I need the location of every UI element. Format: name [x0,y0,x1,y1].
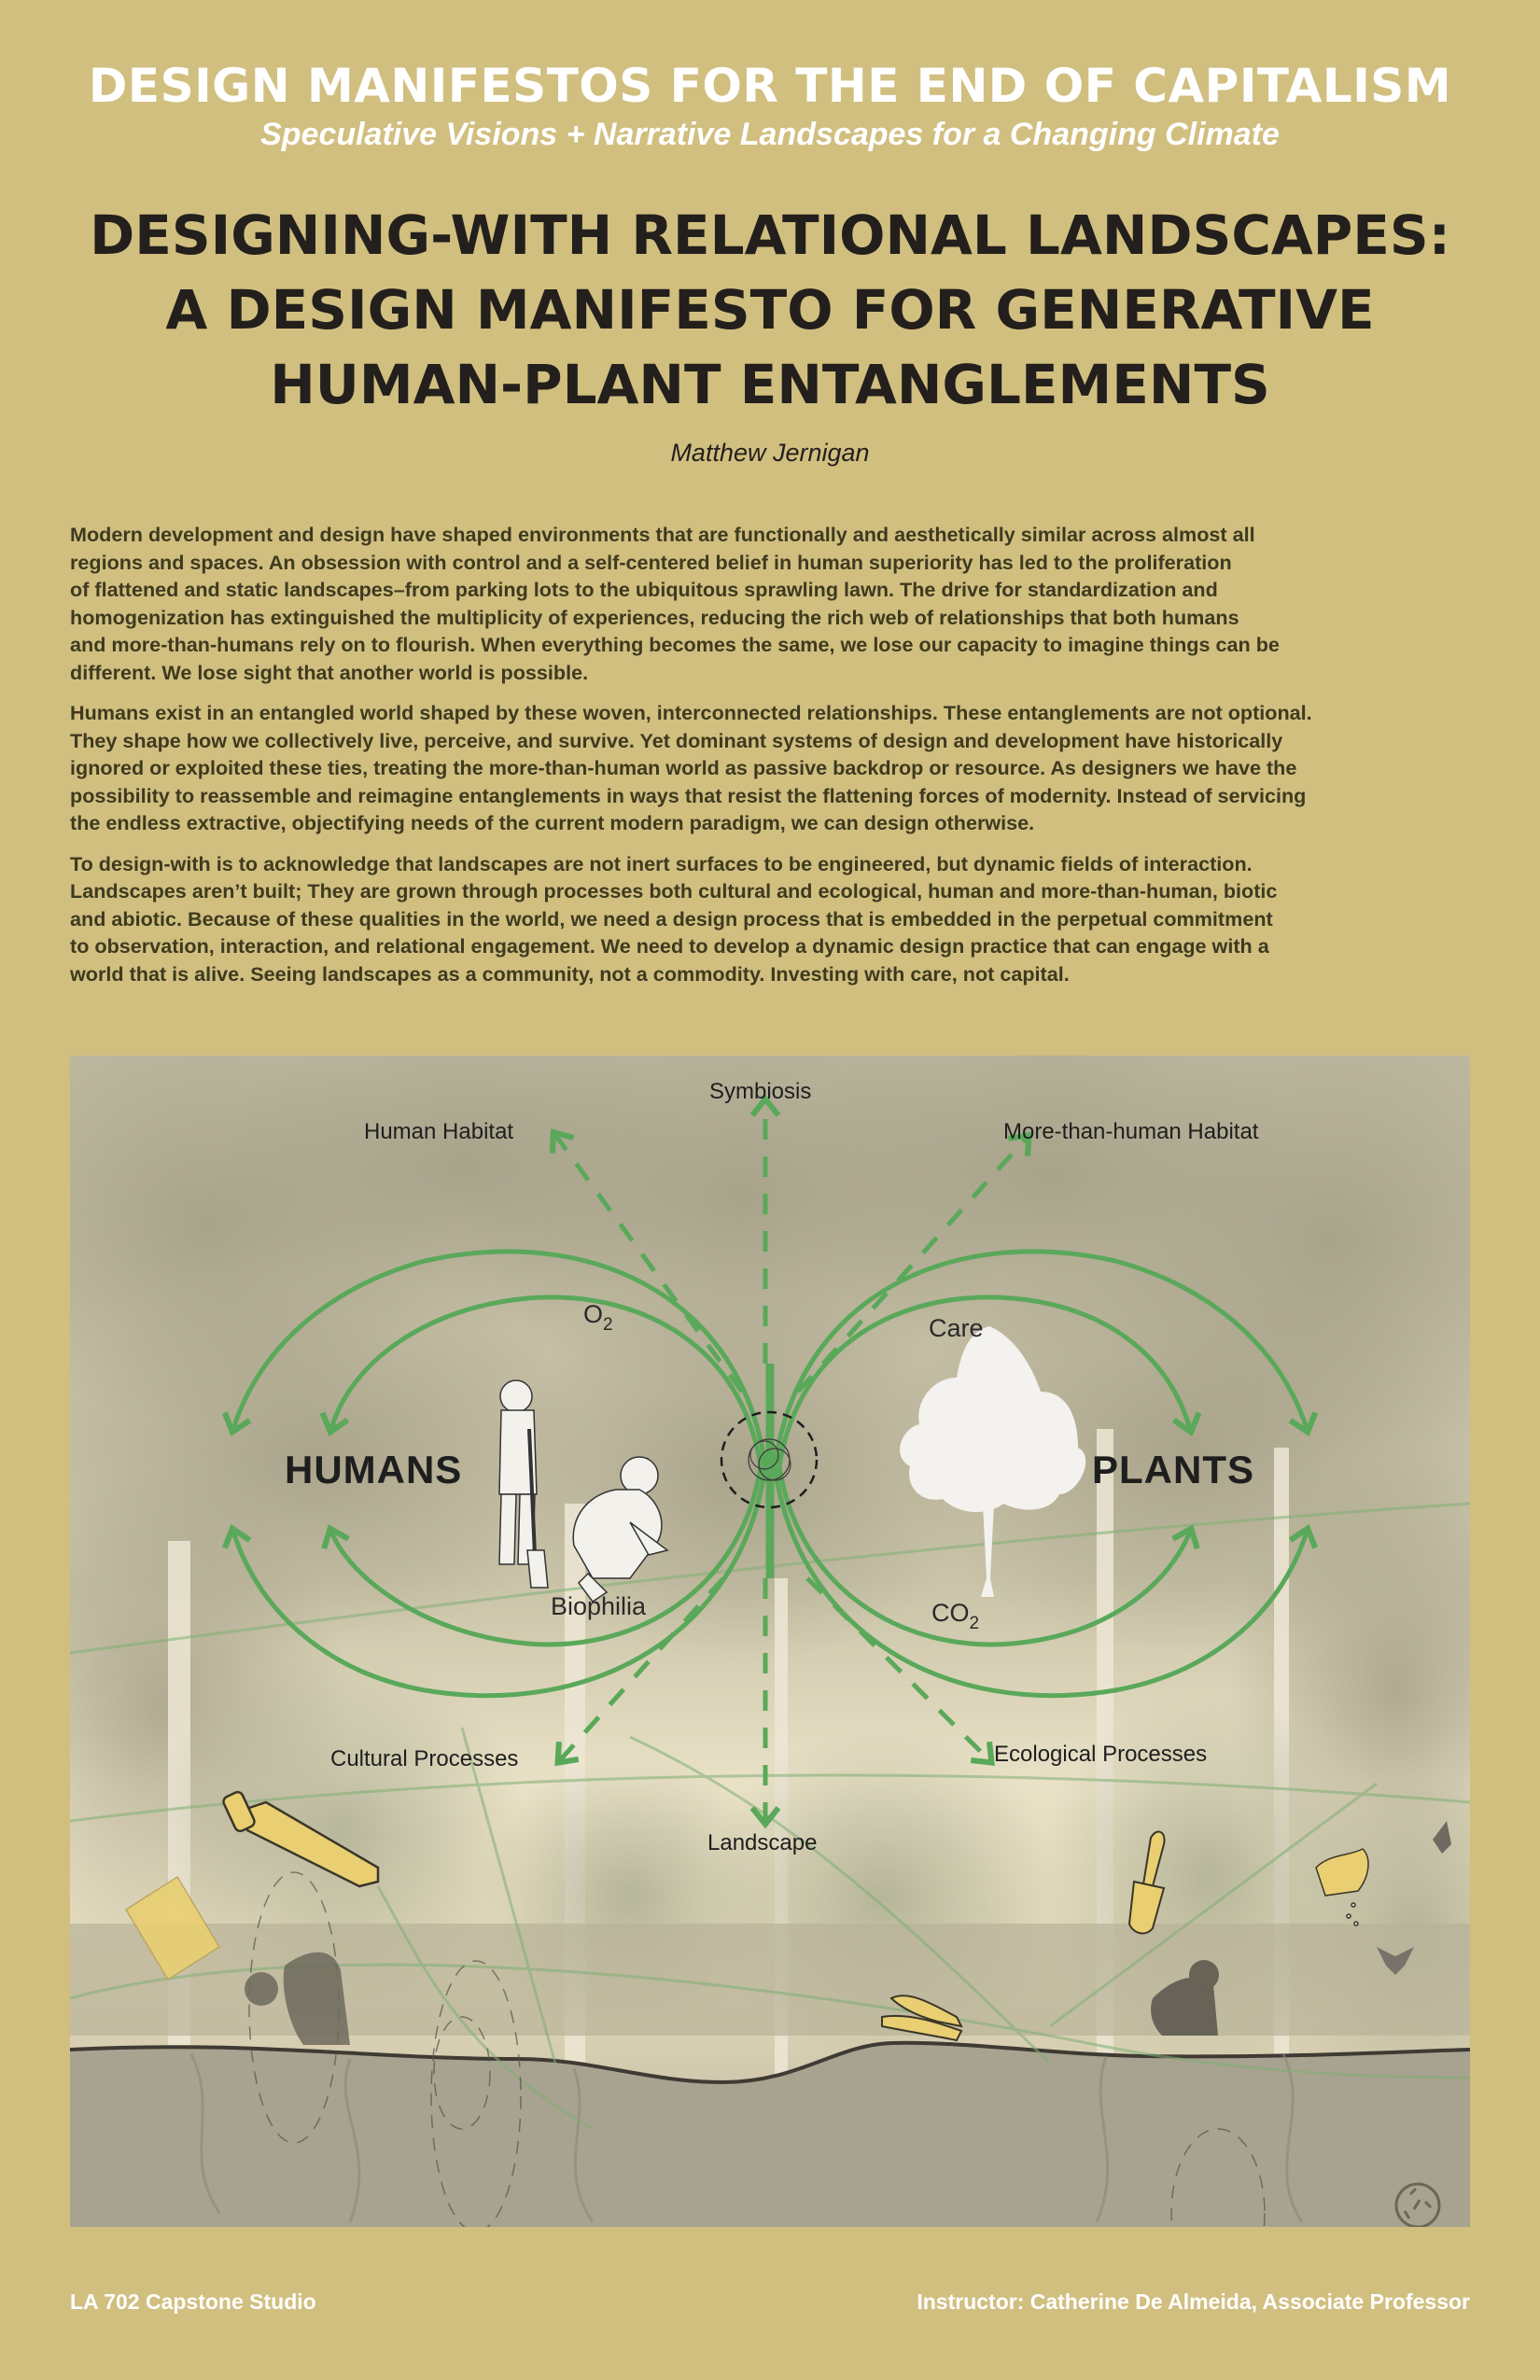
label-care: Care [929,1314,984,1342]
oxygen-symbol: O [583,1300,604,1328]
label-plants: PLANTS [1092,1448,1254,1491]
poster-title-line: A DESIGN MANIFESTO FOR GENERATIVE [165,278,1375,342]
poster-title-line: DESIGNING-WITH RELATIONAL LANDSCAPES: [90,203,1450,267]
label-cultural-processes: Cultural Processes [330,1746,519,1771]
poster-title [0,198,1540,422]
paragraph-3 [70,850,1470,988]
text-line: possibility to reassemble and reimagine entanglements in ways that resist the flattening forces of modernity. Instead of servicing [70,783,1307,807]
co2-symbol: CO [931,1599,970,1627]
text-line: They shape how we collectively live, perceive, and survive. Yet dominant systems of design and development have historically [70,728,1283,752]
label-landscape: Landscape [707,1830,818,1855]
text-line: Modern development and design have shaped environments that are functionally and aesthetically similar across almost all [70,523,1255,546]
text-line: different. We lose sight that another world is possible. [70,660,589,684]
author-name: Matthew Jernigan [670,439,870,467]
manifesto-body [70,521,1470,1001]
diagram-artwork [70,1056,1470,2227]
text-line: the endless extractive, objectifying needs of the current modern paradigm, we can design otherwise. [70,811,1035,834]
course-label: LA 702 Capstone Studio [70,2289,316,2314]
text-line: and abiotic. Because of these qualities in the world, we need a design process that is embedded in the perpetual commitment [70,906,1273,931]
text-line: world that is alive. Seeing landscapes as a community, not a commodity. Investing with care, not capital. [70,961,1070,986]
label-ecological-processes: Ecological Processes [994,1742,1208,1767]
text-line: Landscapes aren’t built; They are grown through processes both cultural and ecological, human and more-than-human, biotic [70,879,1278,903]
co2-subscript: 2 [969,1614,980,1633]
text-line: of flattened and static landscapes–from parking lots to the ubiquitous sprawling lawn. The drive for standardization and [70,578,1218,601]
label-symbiosis: Symbiosis [709,1079,812,1104]
text-line: homogenization has extinguished the multiplicity of experiences, reducing the rich web of relationships that both humans [70,605,1239,629]
label-human-habitat: Human Habitat [364,1119,514,1144]
label-more-than-human-habitat: More-than-human Habitat [1003,1119,1259,1144]
relational-landscape-diagram [70,1056,1470,2227]
paragraph-2 [70,699,1470,837]
text-line: To design-with is to acknowledge that landscapes are not inert surfaces to be engineered, but dynamic fields of interaction. [70,851,1253,875]
instructor-label: Instructor: Catherine De Almeida, Associate Professor [917,2289,1470,2314]
oxygen-subscript: 2 [603,1315,613,1335]
series-subtitle: Speculative Visions + Narrative Landscapes for a Changing Climate [260,117,1280,152]
text-line: and more-than-humans rely on to flourish. When everything becomes the same, we lose our capacity to imagine things can be [70,633,1280,656]
text-line: ignored or exploited these ties, treating the more-than-human world as passive backdrop or resource. As designers we have the [70,756,1297,779]
text-line: Humans exist in an entangled world shaped by these woven, interconnected relationships. These entanglements are not optional. [70,701,1312,724]
text-line: regions and spaces. An obsession with control and a self-centered belief in human superiority has led to the proliferation [70,550,1232,574]
label-oxygen [583,1300,613,1336]
label-biophilia: Biophilia [551,1592,647,1620]
series-title: DESIGN MANIFESTOS FOR THE END OF CAPITALISM [88,59,1452,113]
text-line: to observation, interaction, and relational engagement. We need to develop a dynamic design practice that can engage with a [70,934,1269,958]
poster-title-line: HUMAN-PLANT ENTANGLEMENTS [270,353,1270,416]
label-carbon-dioxide [931,1599,979,1634]
meadow-grass [70,1924,1470,2036]
label-humans: HUMANS [285,1448,463,1491]
paragraph-1 [70,521,1470,686]
